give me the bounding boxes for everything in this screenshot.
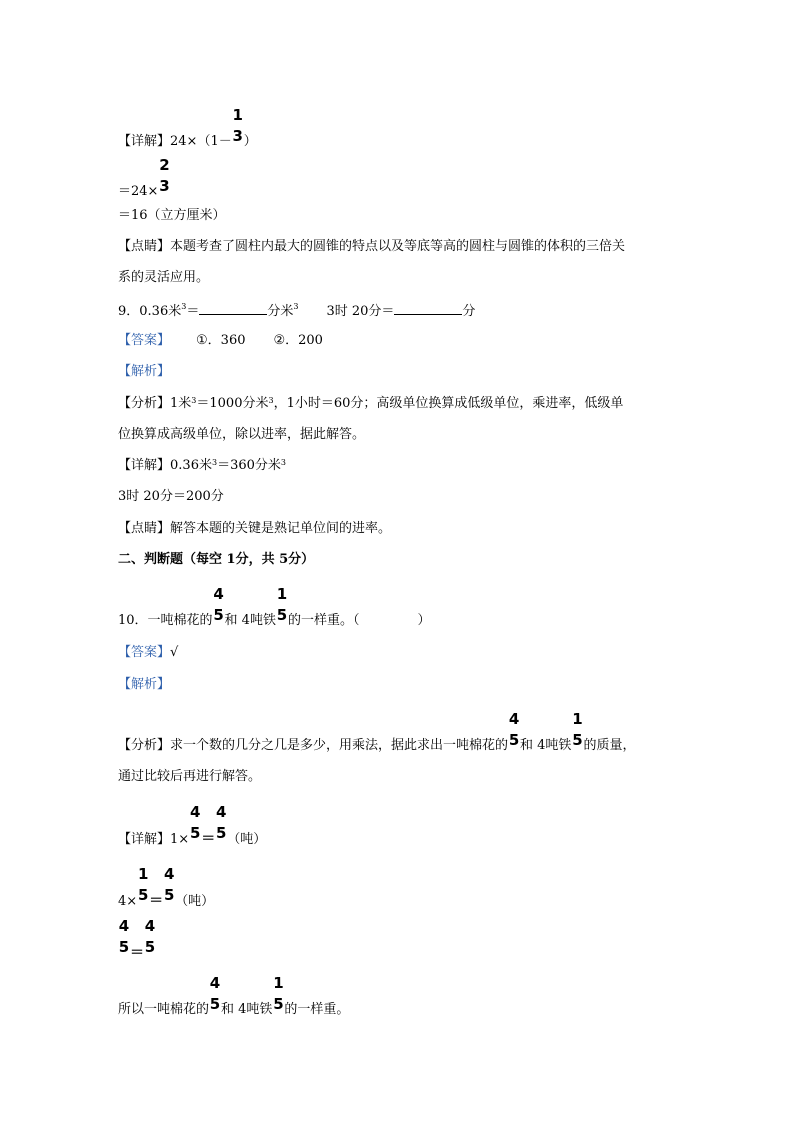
detail-text: 0.36米 [170, 458, 212, 473]
fraction-denominator: 5 [213, 606, 224, 624]
fraction-numerator: 4 [144, 917, 156, 935]
fraction-denominator: 5 [118, 938, 130, 956]
analysis-label-10: 【解析】 [118, 677, 171, 692]
superscript: 3 [211, 458, 218, 467]
detail-line-2 [118, 156, 170, 201]
answer-blank-1 [199, 301, 267, 315]
equals-sign: ＝ [149, 893, 164, 909]
detail-text: 1× [170, 832, 190, 847]
answer-9 [118, 332, 323, 350]
expression-text: ） [243, 134, 257, 149]
detail-10-line-4 [118, 974, 350, 1019]
question-text: 和 4吨铁 [224, 613, 276, 628]
fraction-numerator: 1 [137, 865, 149, 883]
analysis-text: ＝1000分米 [196, 396, 269, 411]
analysis-label: 【分析】 [118, 396, 171, 411]
analysis-9-line-1 [118, 395, 623, 413]
detail-10-line-3 [118, 917, 156, 962]
question-text: ） [417, 613, 431, 628]
fraction-numerator: 4 [163, 865, 175, 883]
fraction [272, 974, 284, 1019]
remark-label: 【点睛】 [118, 239, 171, 254]
detail-9-line-2: 3时 20分＝200分 [118, 489, 224, 504]
fraction [118, 917, 130, 962]
answer-value: √ [170, 645, 179, 660]
question-text: 3时 20分＝ [326, 304, 395, 319]
analysis-label-9: 【解析】 [118, 364, 171, 379]
equals-sign: ＝ [130, 945, 144, 961]
fraction [209, 974, 221, 1019]
answer-value-1: ①．360 [196, 333, 246, 348]
fraction-numerator: 4 [209, 974, 221, 992]
answer-label: 【答案】 [118, 333, 171, 348]
fraction-numerator: 4 [213, 585, 224, 603]
remark-text: 解答本题的关键是熟记单位间的进率。 [170, 521, 392, 536]
equals-sign: ＝ [201, 831, 216, 847]
fraction-numerator: 1 [232, 106, 243, 124]
question-text: 的一样重。（ [287, 613, 360, 628]
remark-9 [118, 520, 391, 538]
detail-text: 和 4吨铁 [221, 1002, 273, 1017]
superscript: 3 [191, 396, 197, 405]
fraction [508, 710, 520, 755]
fraction [163, 865, 175, 910]
detail-text: 所以一吨棉花的 [118, 1002, 210, 1017]
question-text: 分米 [267, 304, 294, 319]
fraction [571, 710, 583, 755]
fraction-numerator: 4 [508, 710, 520, 728]
analysis-text: 和 4吨铁 [520, 738, 572, 753]
fraction-denominator: 5 [137, 886, 149, 904]
fraction-denominator: 5 [572, 731, 583, 749]
fraction [144, 917, 156, 962]
superscript: 3 [293, 302, 299, 311]
analysis-9-line-2: 位换算成高级单位，除以进率，据此解答。 [118, 427, 366, 442]
fraction-numerator: 1 [572, 710, 583, 728]
analysis-10-line-1 [118, 710, 636, 755]
fraction [213, 585, 225, 630]
analysis-10-line-2: 通过比较后再进行解答。 [118, 769, 262, 784]
detail-text: 4× [118, 894, 138, 909]
fraction-denominator: 5 [209, 995, 221, 1013]
superscript: 3 [268, 396, 274, 405]
fraction-numerator: 1 [276, 585, 288, 603]
question-text: 9．0.36米 [118, 304, 182, 319]
fraction-denominator: 5 [144, 938, 156, 956]
remark-text: 本题考查了圆柱内最大的圆锥的特点以及等底等高的圆柱与圆锥的体积的三倍关 [170, 239, 626, 254]
fraction-denominator: 5 [163, 886, 175, 904]
detail-9-line-1 [118, 457, 286, 475]
detail-line-1 [118, 106, 257, 151]
detail-text: 的一样重。 [284, 1002, 350, 1017]
fraction-denominator: 5 [273, 995, 284, 1013]
question-9 [118, 301, 475, 319]
fraction [137, 865, 149, 910]
expression-text: ＝24× [118, 184, 159, 199]
detail-text: ＝360分米 [217, 458, 281, 473]
fraction-denominator: 5 [508, 731, 520, 749]
fraction-numerator: 4 [189, 803, 201, 821]
fraction-numerator: 4 [215, 803, 227, 821]
detail-text: （吨） [175, 894, 215, 909]
detail-line-3: ＝16（立方厘米） [118, 208, 226, 223]
fraction-denominator: 5 [215, 824, 227, 842]
answer-label: 【答案】 [118, 645, 171, 660]
superscript: 3 [181, 302, 187, 311]
superscript: 3 [280, 458, 286, 467]
question-10 [118, 585, 431, 630]
remark-line-1 [118, 238, 625, 256]
detail-label: 【详解】 [118, 458, 171, 473]
fraction-numerator: 1 [273, 974, 284, 992]
analysis-text: 的质量， [583, 738, 636, 753]
answer-blank-2 [394, 301, 462, 315]
fraction-denominator: 5 [189, 824, 201, 842]
fraction [215, 803, 227, 848]
fraction [276, 585, 288, 630]
fraction-denominator: 3 [232, 127, 243, 145]
detail-10-line-1 [118, 803, 267, 848]
question-text: 分 [462, 304, 476, 319]
fraction [158, 156, 170, 201]
detail-10-line-2 [118, 865, 215, 910]
detail-label: 【详解】 [118, 134, 171, 149]
analysis-text: 求一个数的几分之几是多少，用乘法，据此求出一吨棉花的 [170, 738, 509, 753]
fraction-denominator: 5 [276, 606, 288, 624]
detail-text: （吨） [227, 832, 267, 847]
expression-text: 24×（1－ [170, 134, 232, 149]
question-text: 10．一吨棉花的 [118, 613, 213, 628]
analysis-text: 1米 [170, 396, 192, 411]
remark-label: 【点睛】 [118, 521, 171, 536]
answer-10 [118, 644, 178, 662]
fraction-numerator: 2 [159, 156, 170, 174]
question-text: ＝ [186, 304, 200, 319]
detail-label: 【详解】 [118, 832, 171, 847]
fraction [189, 803, 201, 848]
remark-line-2: 系的灵活应用。 [118, 270, 210, 285]
analysis-label: 【分析】 [118, 738, 171, 753]
fraction-denominator: 3 [159, 177, 170, 195]
fraction [232, 106, 244, 151]
analysis-text: ，1小时＝60分；高级单位换算成低级单位，乘进率，低级单 [273, 396, 624, 411]
section-heading: 二、判断题（每空 1分，共 5分） [118, 552, 315, 567]
fraction-numerator: 4 [118, 917, 130, 935]
answer-value-2: ②．200 [273, 333, 323, 348]
